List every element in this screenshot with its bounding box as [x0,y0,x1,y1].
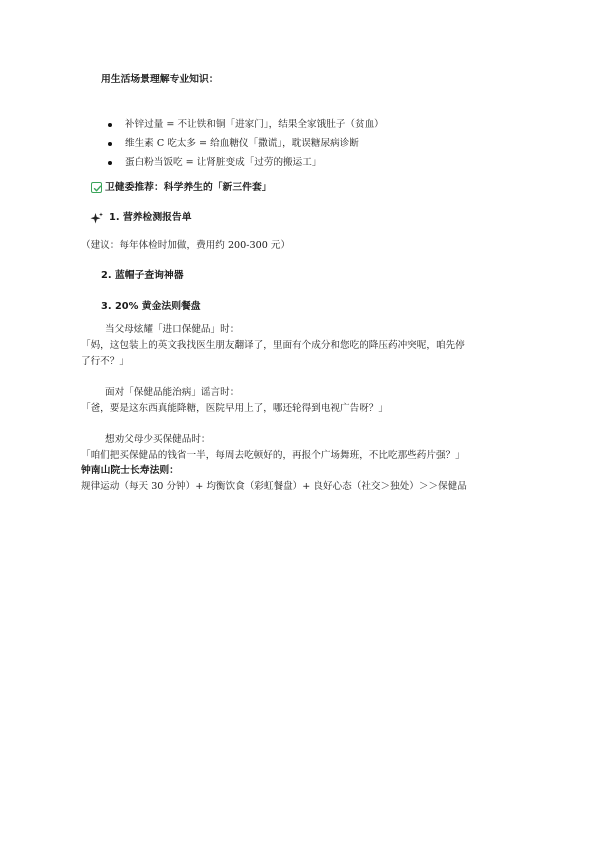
bullet-item-3: 蛋白粉当饭吃 = 让肾脏变成「过劳的搬运工」 [125,157,322,168]
bullet-dot [108,123,112,127]
bullet-item-2: 维生素 C 吃太多 = 给血糖仪「撒谎」，耽误糖尿病诊断 [125,138,359,149]
scene-2-quote: 「爸，要是这东西真能降糖，医院早用上了，哪还轮得到电视广告呀？」 [81,403,388,414]
check-icon [91,182,102,193]
scene-1-quote-line-1: 「妈，这包装上的英文我找医生朋友翻译了，里面有个成分和您吃的降压药冲突呢，咱先停 [81,340,465,351]
recommend-heading: 卫健委推荐：科学养生的「新三件套」 [105,182,272,193]
bullet-dot [108,142,112,146]
intro-heading: 用生活场景理解专业知识： [101,74,219,85]
item-3-heading: 3. 20% 黄金法则餐盘 [101,301,201,312]
longevity-rule: 规律运动（每天 30 分钟）+ 均衡饮食（彩虹餐盘）+ 良好心态（社交＞独处）＞＞保健品 [81,481,467,492]
bullet-item-1: 补锌过量 = 不让铁和铜「进家门」，结果全家饿肚子（贫血） [125,119,384,130]
longevity-heading: 钟南山院士长寿法则： [81,465,179,476]
item-1-note: （建议：每年体检时加做，费用约 200-300 元） [81,240,291,251]
scene-1-quote-line-2: 了行不？」 [81,356,129,367]
sparkle-icon [90,210,104,223]
scene-3-quote: 「咱们把买保健品的钱省一半，每周去吃顿好的，再报个广场舞班，不比吃那些药片强？」 [81,450,465,461]
item-2-heading: 2. 蓝帽子查询神器 [101,270,184,281]
item-1-heading: 1. 营养检测报告单 [109,212,192,223]
scene-3-intro: 想劝父母少买保健品时： [105,434,211,445]
scene-2-intro: 面对「保健品能治病」谣言时： [105,387,240,398]
bullet-dot [108,161,112,165]
scene-1-intro: 当父母炫耀「进口保健品」时： [105,324,240,335]
